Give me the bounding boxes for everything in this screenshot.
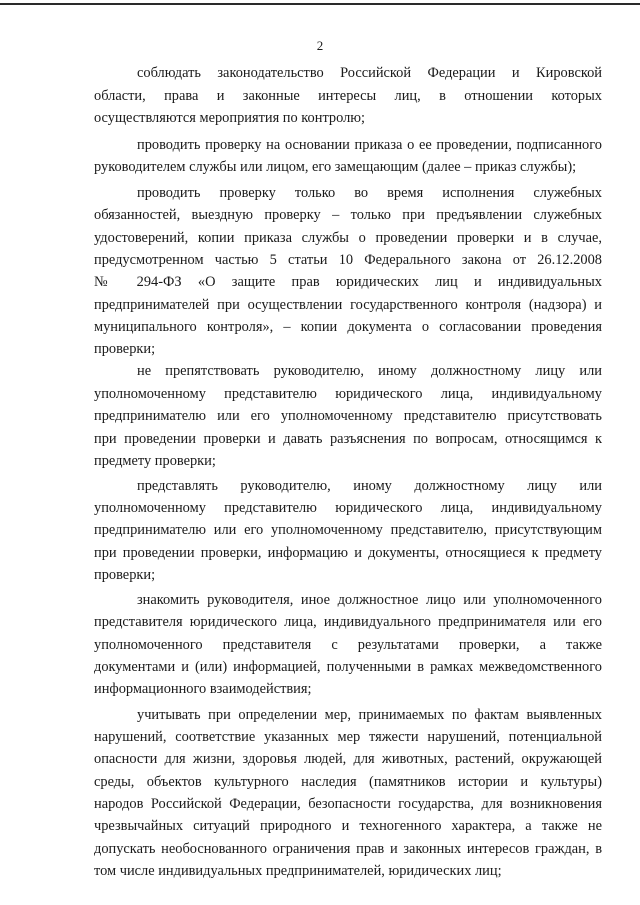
text-line: проверки;	[94, 567, 156, 583]
text-line: представителя юридического лица, индивидуального предпринимателя или его	[94, 614, 602, 630]
text-line: № 294-ФЗ «О защите прав юридических лиц и индивидуальных	[94, 274, 602, 290]
text-line: чрезвычайных ситуаций природного и техногенного характера, а также не	[94, 818, 602, 834]
text-line: осуществляются мероприятия по контролю;	[94, 110, 366, 126]
text-line: не препятствовать руководителю, иному должностному лицу или	[137, 363, 602, 379]
text-line: предмету проверки;	[94, 453, 216, 469]
text-line: знакомить руководителя, иное должностное лицо или уполномоченного	[137, 592, 602, 608]
text-line: предусмотренном частью 5 статьи 10 Федерального закона от 26.12.2008	[94, 252, 602, 268]
text-line: проводить проверку только во время исполнения служебных	[137, 185, 602, 201]
text-line: проверки;	[94, 341, 156, 357]
text-line: области, права и законные интересы лиц, в отношении которых	[94, 88, 602, 104]
text-line: народов Российской Федерации, безопасности государства, для возникновения	[94, 796, 602, 812]
text-line: при проведении проверки и давать разъяснения по вопросам, относящимся к	[94, 431, 602, 447]
text-line: представлять руководителю, иному должностному лицу или	[137, 478, 602, 494]
text-line: среды, объектов культурного наследия (памятников истории и культуры)	[94, 774, 602, 790]
text-line: удостоверений, копии приказа службы о проведении проверки и в случае,	[94, 230, 602, 246]
text-line: руководителем службы или лицом, его замещающим (далее – приказ службы);	[94, 159, 577, 175]
top-border-line	[0, 3, 640, 5]
text-line: предпринимателей при осуществлении государственного контроля (надзора) и	[94, 297, 602, 313]
page-number: 2	[316, 38, 324, 53]
text-line: предпринимателю или его уполномоченному представителю присутствовать	[94, 408, 602, 424]
text-line: муниципального контроля», – копии документа о согласовании проведения	[94, 319, 602, 335]
text-line: предпринимателю или его уполномоченному представителю, присутствующим	[94, 522, 602, 538]
text-line: учитывать при определении мер, принимаемых по фактам выявленных	[137, 707, 602, 723]
text-line: том числе индивидуальных предпринимателей, юридических лиц;	[94, 863, 502, 879]
text-line: документами и (или) информацией, полученными в рамках межведомственного	[94, 659, 602, 675]
text-line: уполномоченному представителю юридического лица, индивидуальному	[94, 500, 602, 516]
text-line: при проведении проверки, информацию и документы, относящиеся к предмету	[94, 545, 602, 561]
text-line: допускать необоснованного ограничения прав и законных интересов граждан, в	[94, 841, 602, 857]
text-line: нарушений, соответствие указанных мер тяжести нарушений, потенциальной	[94, 729, 602, 745]
text-line: проводить проверку на основании приказа о ее проведении, подписанного	[137, 137, 602, 153]
text-line: уполномоченного представителя с результатами проверки, а также	[94, 637, 602, 653]
text-line: обязанностей, выездную проверку – только при предъявлении служебных	[94, 207, 602, 223]
text-line: информационного взаимодействия;	[94, 681, 312, 697]
text-line: опасности для жизни, здоровья людей, для животных, растений, окружающей	[94, 751, 602, 767]
text-line: уполномоченному представителю юридического лица, индивидуальному	[94, 386, 602, 402]
text-line: соблюдать законодательство Российской Федерации и Кировской	[137, 65, 602, 81]
